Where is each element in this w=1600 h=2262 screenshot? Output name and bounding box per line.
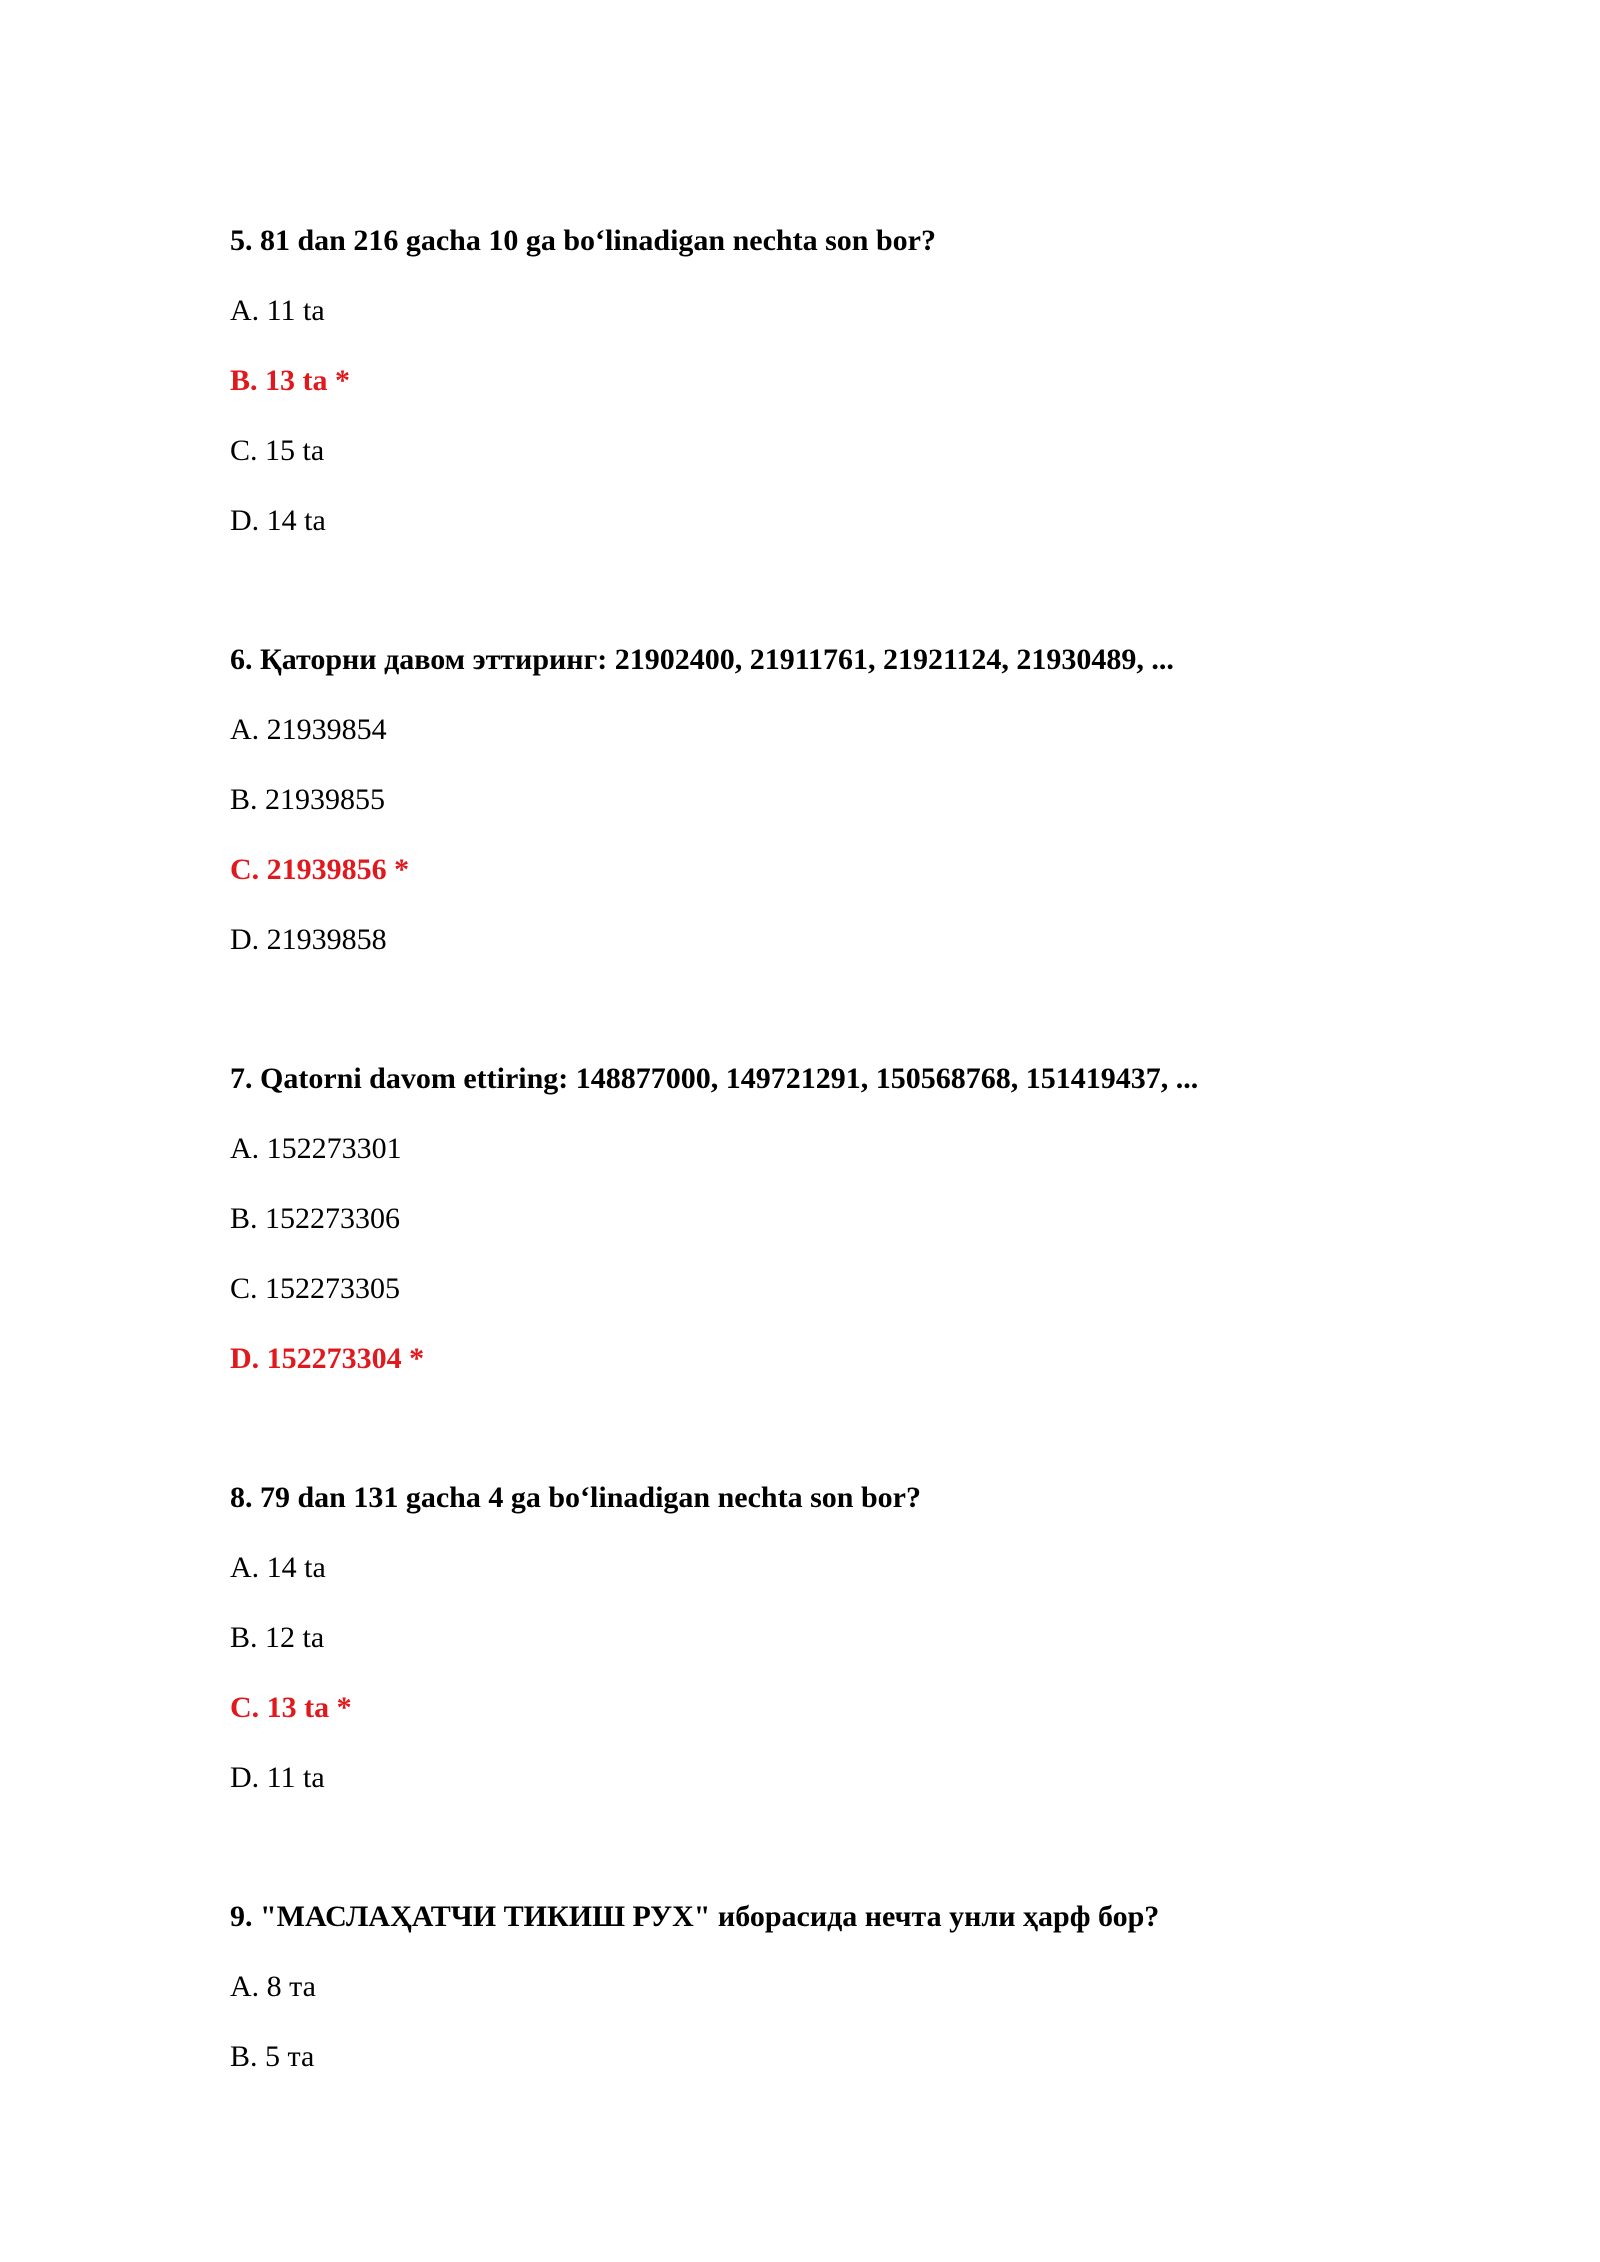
question-7 — [230, 1061, 1430, 1377]
option-b: B. 5 та — [230, 2040, 315, 2073]
option-a: A. 152273301 — [230, 1132, 402, 1165]
option-d-correct: D. 152273304 * — [230, 1342, 425, 1375]
option-d: D. 11 ta — [230, 1761, 325, 1794]
question-text: 7. Qatorni davom ettiring: 148877000, 149721291, 150568768, 151419437, ... — [230, 1062, 1199, 1095]
question-text: 9. "МАСЛАҲАТЧИ ТИКИШ РУХ" иборасида нечта унли ҳарф бор? — [230, 1900, 1160, 1933]
option-c-correct: C. 21939856 * — [230, 853, 410, 886]
option-c: C. 15 ta — [230, 434, 325, 467]
option-b: B. 21939855 — [230, 783, 386, 816]
question-6 — [230, 642, 1430, 958]
question-9 — [230, 1899, 1430, 2075]
option-c-correct: C. 13 ta * — [230, 1691, 352, 1724]
question-text: 6. Қаторни давом эттиринг: 21902400, 21911761, 21921124, 21930489, ... — [230, 643, 1174, 676]
question-5 — [230, 223, 1430, 539]
option-a: A. 14 ta — [230, 1551, 326, 1584]
option-d: D. 21939858 — [230, 923, 387, 956]
option-b: B. 152273306 — [230, 1202, 401, 1235]
option-a: A. 11 ta — [230, 294, 325, 327]
option-c: C. 152273305 — [230, 1272, 401, 1305]
option-b: B. 12 ta — [230, 1621, 325, 1654]
question-text: 5. 81 dan 216 gacha 10 ga bo‘linadigan nechta son bor? — [230, 224, 936, 257]
question-text: 8. 79 dan 131 gacha 4 ga bo‘linadigan nechta son bor? — [230, 1481, 921, 1514]
question-8 — [230, 1480, 1430, 1796]
option-a: A. 21939854 — [230, 713, 387, 746]
option-a: A. 8 та — [230, 1970, 316, 2003]
option-b-correct: B. 13 ta * — [230, 364, 350, 397]
option-d: D. 14 ta — [230, 504, 326, 537]
